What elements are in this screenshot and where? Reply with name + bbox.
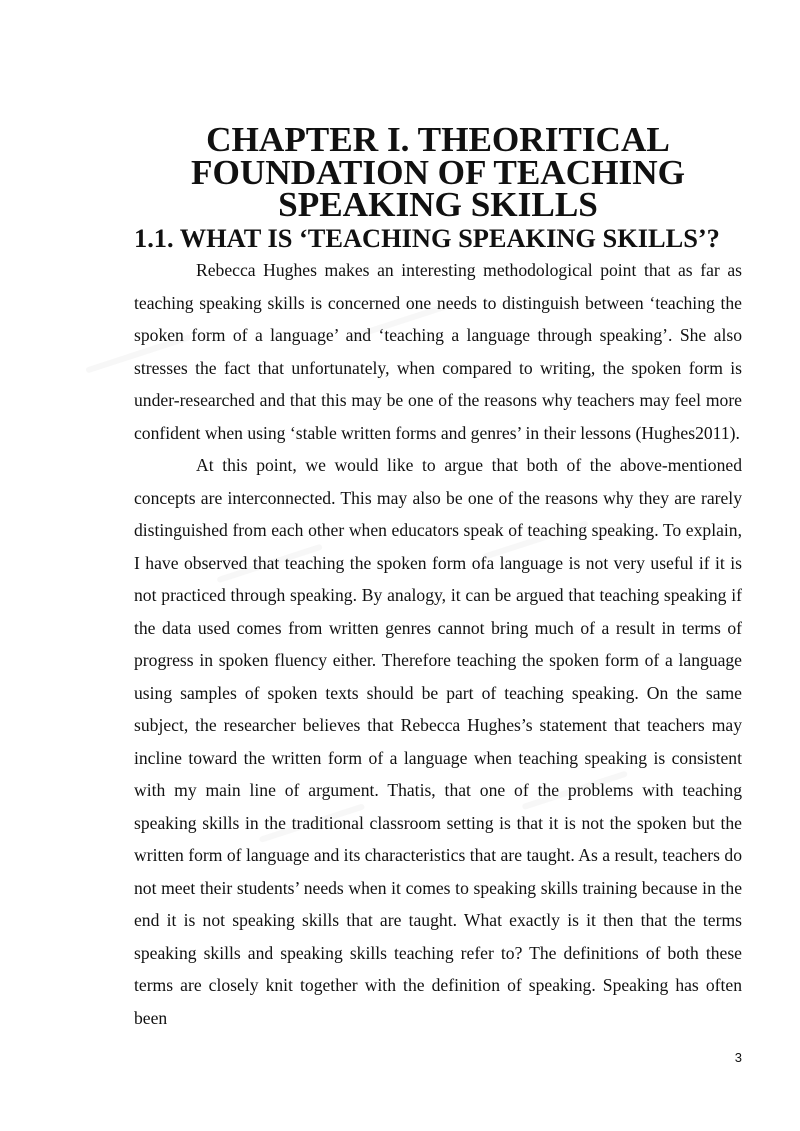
body-paragraph-1: Rebecca Hughes makes an interesting methodological point that as far as teaching speaking skills is concerned one needs to distinguish between ‘teaching the spoken form of a language’ and ‘teaching a language through speaking’. She also stresses the fact that unfortunately, when compared to writing, the spoken form is under-researched and that this may be one of the reasons why teachers may feel more confident when using ‘stable written forms and genres’ in their lessons (Hughes2011). (134, 260, 742, 443)
chapter-title: CHAPTER I. THEORITICAL FOUNDATION OF TEACHING SPEAKING SKILLS (191, 120, 685, 224)
page-number: 3 (734, 1050, 742, 1065)
body-paragraph-2: At this point, we would like to argue that both of the above-mentioned concepts are interconnected. This may also be one of the reasons why they are rarely distinguished from each other when educators speak of teaching speaking. To explain, I have observed that teaching the spoken form ofa language is not very useful if it is not practiced through speaking. By analogy, it can be argued that teaching speaking if the data used comes from written genres cannot bring much of a result in terms of progress in spoken fluency either. Therefore teaching the spoken form of a language using samples of spoken texts should be part of teaching speaking. On the same subject, the researcher believes that Rebecca Hughes’s statement that teachers may incline toward the written form of a language when teaching speaking is consistent with my main line of argument. Thatis, that one of the problems with teaching speaking skills in the traditional classroom setting is that it is not the spoken but the written form of language and its characteristics that are taught. As a result, teachers do not meet their students’ needs when it comes to speaking skills training because in the end it is not speaking skills that are taught. What exactly is it then that the terms speaking skills and speaking skills teaching refer to? The definitions of both these terms are closely knit together with the definition of speaking. Speaking has often been (134, 455, 742, 1028)
section-heading: 1.1. WHAT IS ‘TEACHING SPEAKING SKILLS’? (134, 222, 720, 253)
page-content (134, 120, 742, 1034)
